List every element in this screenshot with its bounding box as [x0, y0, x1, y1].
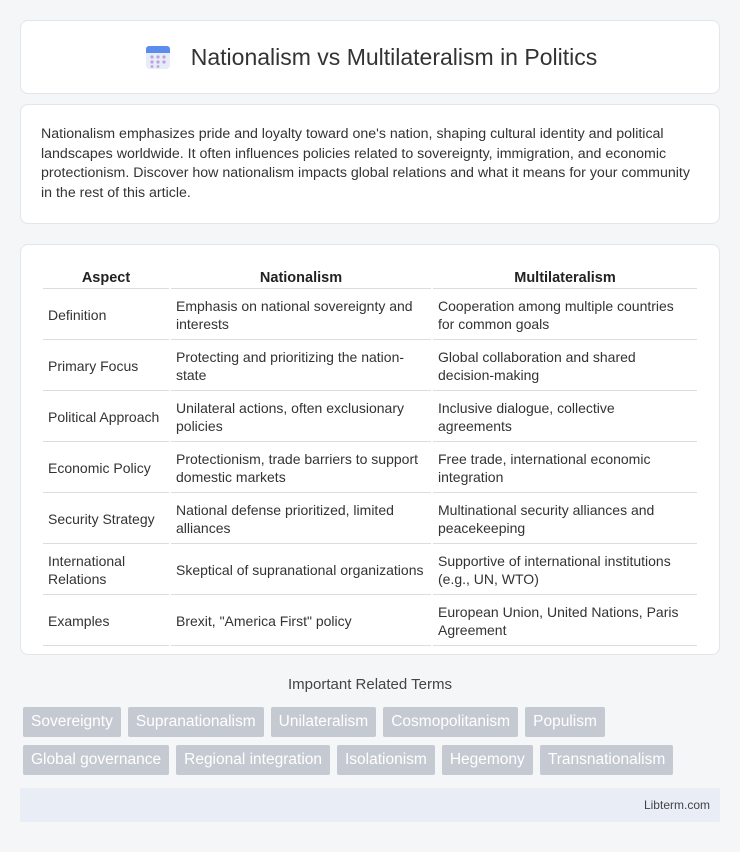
- tag-transnationalism[interactable]: Transnationalism: [540, 745, 673, 775]
- cell-aspect: International Relations: [43, 546, 169, 595]
- table-row: [43, 495, 697, 544]
- cell-nationalism: Protecting and prioritizing the nation-state: [171, 342, 431, 391]
- cell-multilateralism: Cooperation among multiple countries for common goals: [433, 291, 697, 340]
- cell-multilateralism: Multinational security alliances and peacekeeping: [433, 495, 697, 544]
- comparison-table-card: [20, 244, 720, 655]
- tag-hegemony[interactable]: Hegemony: [442, 745, 533, 775]
- intro-card: [20, 104, 720, 224]
- cell-multilateralism: European Union, United Nations, Paris Agreement: [433, 597, 697, 646]
- cell-aspect: Definition: [43, 291, 169, 340]
- tag-unilateralism[interactable]: Unilateralism: [271, 707, 377, 737]
- comparison-table: [41, 265, 699, 648]
- tag-sovereignty[interactable]: Sovereignty: [23, 707, 121, 737]
- cell-aspect: Political Approach: [43, 393, 169, 442]
- cell-multilateralism: Inclusive dialogue, collective agreements: [433, 393, 697, 442]
- intro-text: Nationalism emphasizes pride and loyalty toward one's nation, shaping cultural identity and political landscapes worldwide. It often influences policies related to sovereignty, immigration, and economic protectionism. Discover how nationalism impacts global relations and what it means for your community in the rest of this article.: [41, 126, 690, 201]
- footer-brand-link[interactable]: Libterm.com: [643, 798, 710, 812]
- cell-nationalism: National defense prioritized, limited alliances: [171, 495, 431, 544]
- tag-isolationism[interactable]: Isolationism: [337, 745, 435, 775]
- table-row: [43, 597, 697, 646]
- header-card: [20, 20, 720, 94]
- cell-aspect: Primary Focus: [43, 342, 169, 391]
- tag-supranationalism[interactable]: Supranationalism: [128, 707, 264, 737]
- related-terms-title: Important Related Terms: [288, 676, 452, 693]
- page-title: Nationalism vs Multilateralism in Politics: [190, 43, 598, 70]
- header-aspect: Aspect: [43, 267, 169, 289]
- tag-populism[interactable]: Populism: [525, 707, 605, 737]
- cell-aspect: Economic Policy: [43, 444, 169, 493]
- cell-multilateralism: Supportive of international institutions (e.g., UN, WTO): [433, 546, 697, 595]
- table-row: [43, 546, 697, 595]
- header-nationalism: Nationalism: [171, 267, 431, 289]
- header-multilateralism: Multilateralism: [433, 267, 697, 289]
- cell-nationalism: Brexit, "America First" policy: [171, 597, 431, 646]
- table-header-row: [43, 267, 697, 289]
- related-terms-tags: [23, 707, 723, 783]
- cell-nationalism: Protectionism, trade barriers to support domestic markets: [171, 444, 431, 493]
- tag-global-governance[interactable]: Global governance: [23, 745, 169, 775]
- tag-cosmopolitanism[interactable]: Cosmopolitanism: [383, 707, 518, 737]
- table-row: [43, 444, 697, 493]
- cell-nationalism: Emphasis on national sovereignty and interests: [171, 291, 431, 340]
- cell-nationalism: Skeptical of supranational organizations: [171, 546, 431, 595]
- calendar-icon: [143, 42, 173, 72]
- table-row: [43, 291, 697, 340]
- cell-aspect: Security Strategy: [43, 495, 169, 544]
- cell-multilateralism: Global collaboration and shared decision-making: [433, 342, 697, 391]
- tag-row: [23, 707, 723, 737]
- cell-aspect: Examples: [43, 597, 169, 646]
- table-row: [43, 393, 697, 442]
- table-row: [43, 342, 697, 391]
- footer: [20, 788, 720, 822]
- tag-regional-integration[interactable]: Regional integration: [176, 745, 330, 775]
- tag-row: [23, 745, 723, 775]
- cell-multilateralism: Free trade, international economic integration: [433, 444, 697, 493]
- cell-nationalism: Unilateral actions, often exclusionary policies: [171, 393, 431, 442]
